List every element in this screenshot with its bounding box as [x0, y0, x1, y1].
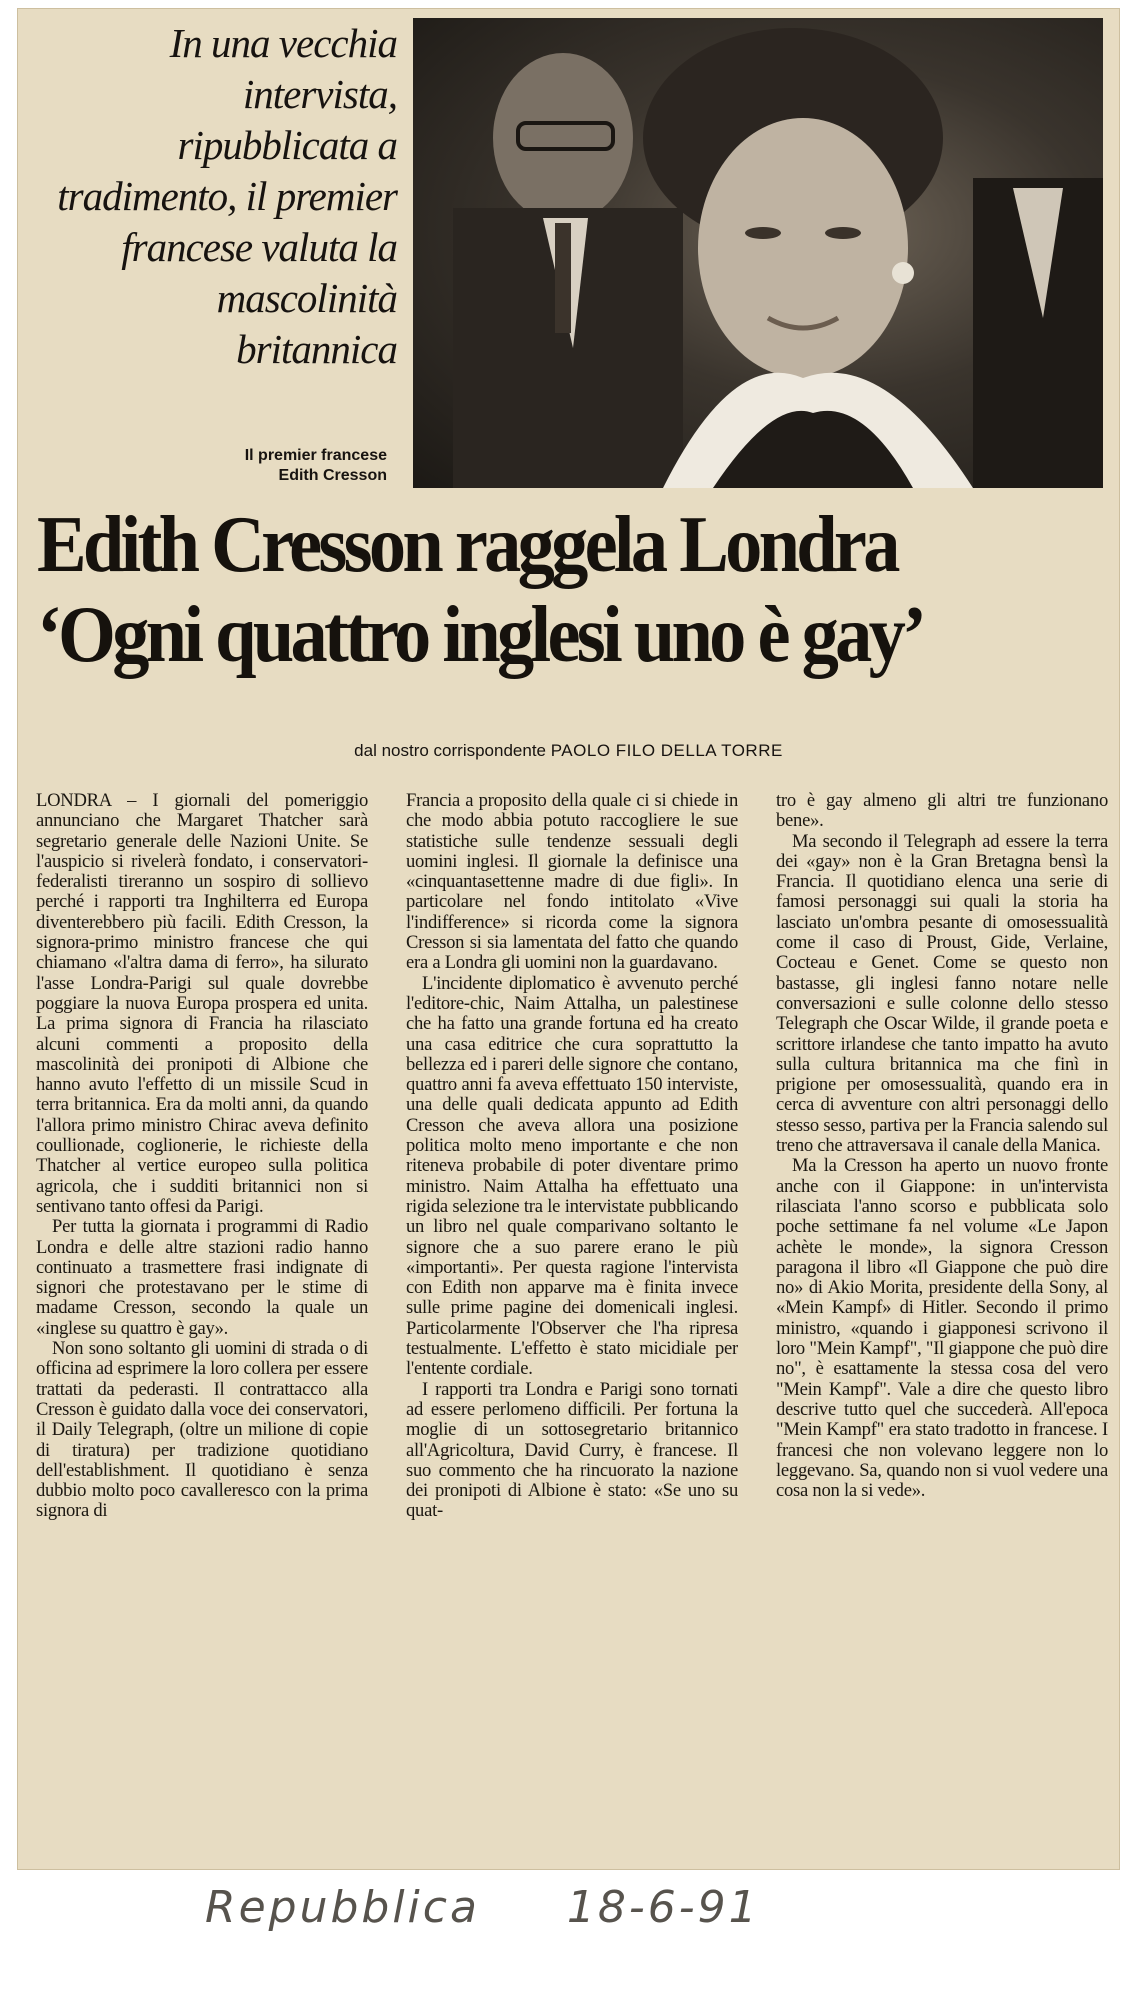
article-paragraph: Per tutta la giornata i programmi di Radio Londra e delle altre stazioni radio hanno continuato a trasmettere frasi indignate di signori che protestavano per le stime di madame Cresson, secondo la quale un «inglese su quattro è gay». — [36, 1216, 368, 1339]
byline-prefix: dal nostro corrispondente — [354, 741, 546, 760]
handwritten-date: 18-6-91 — [566, 1882, 760, 1933]
woman-eye-right — [825, 227, 861, 239]
article-column-2 — [406, 791, 738, 1861]
photo-caption-line-1: Il premier francese — [244, 447, 387, 464]
article-paragraph: Ma secondo il Telegraph ad essere la terra dei «gay» non è la Gran Bretagna bensì la Francia. Il quotidiano elenca una serie di famosi personaggi sui quali la storia ha lasciato un'ombra pesante di omosessualità come il caso di Proust, Gide, Verlaine, Cocteau e Genet. Come se questo non bastasse, gli inglesi fanno notare nelle conversazioni e sulle colonne dello stesso Telegraph che Oscar Wilde, il grande poeta e scrittore irlandese che tanto impatto ha avuto sulla cultura britannica ma che finì in prigione per omosessualità, quando era in cerca di avventure con altri personaggi dello stesso sesso, partiva per la Francia salendo sul treno che attraversava il canale della Manica. — [776, 830, 1108, 1157]
article-paragraph: tro è gay almeno gli altri tre funzionano bene». — [776, 791, 1108, 832]
woman-eye-left — [745, 227, 781, 239]
background-man-tie — [555, 223, 571, 333]
headline — [37, 500, 1120, 680]
article-column-1 — [36, 791, 368, 1861]
article-paragraph: L'incidente diplomatico è avvenuto perché l'editore-chic, Naim Attalha, un palestinese che ha fatto una grande fortuna ed ha creato una casa editrice che cura soprattutto la bellezza ed i pareri delle signore che contano, quattro anni fa aveva effettuato 150 interviste, una delle quali dedicata appunto ad Edith Cresson che aveva allora una posizione politica molto meno importante e che non riteneva probabile di poter diventare primo ministro. Naim Attalha ha effettuato una rigida selezione tra le intervistate pubblicando un libro nel quale comparivano soltanto le signore che a suo parere erano le più «importanti». Per questa ragione l'intervista con Edith non apparve ma è finita invece sulle prime pagine dei domenicali inglesi. Particolarmente l'Observer che l'ha ripresa testualmente. L'effetto è stato micidiale per l'entente cordiale. — [406, 972, 738, 1380]
article-paragraph: Ma la Cresson ha aperto un nuovo fronte anche con il Giappone: in un'intervista rilasciata l'anno scorso e pubblicata solo poche settimane fa nel volume «Le Japon achète le monde», la signora Cresson paragona il libro «Il Giappone che può dire no» di Akio Morita, presidente della Sony, al «Mein Kampf» di Hitler. Secondo il primo ministro, «quando i giapponesi scrivono il loro "Mein Kampf", "Il giappone che può dire no", è esattamente la stessa cosa del vero "Mein Kampf". Vale a dire che questo libro descrive tutto quel che succederà. All'epoca "Mein Kampf" era stato tradotto in francese. I francesi che non volevano leggere non lo leggevano. Sa, quando non si vuol vedere una cosa non la si vede». — [776, 1155, 1108, 1502]
photo-illustration — [413, 18, 1103, 488]
woman-face — [698, 118, 908, 378]
news-photo — [413, 18, 1103, 488]
byline — [17, 741, 1120, 761]
article-column-3 — [776, 791, 1108, 1861]
handwritten-source: Repubblica — [205, 1882, 480, 1933]
article-paragraph: LONDRA – I giornali del pomeriggio annunciano che Margaret Thatcher sarà segretario generale delle Nazioni Unite. Se l'auspicio si rivelerà fondato, i conservatori-federalisti tireranno un sospiro di sollievo perché i rapporti tra Inghilterra ed Europa diventerebbero più facili. Edith Cresson, la signora-primo ministro francese che qui chiamano «l'altra dama di ferro», ha silurato l'asse Londra-Parigi sul quale dovrebbe poggiare la nuova Europa prospera ed unita. La prima signora di Francia ha rilasciato alcuni commenti a proposito della mascolinità dei pronipoti di Albione che hanno avuto l'effetto di un missile Scud in terra britannica. Era da molti anni, da quando l'allora primo ministro Chirac aveva definito coullionade, coglionerie, le richieste della Thatcher al vertice europeo sulla politica agricola, che i sudditi britannici non si sentivano tanto offesi da Parigi. — [36, 791, 368, 1217]
kicker-text: In una vecchia intervista, ripubblicata a tradimento, il premier francese valuta la mascolinità britannica — [57, 20, 397, 372]
headline-line-2: ‘Ogni quattro inglesi uno è gay’ — [37, 591, 924, 679]
article-paragraph: I rapporti tra Londra e Parigi sono tornati ad essere perlomeno difficili. Per fortuna la moglie di un sottosegretario britannico all'Agricoltura, David Curry, è francese. Il suo commento che ha rincuorato la nazione dei pronipoti di Albione è stato: «Se uno su quat- — [406, 1378, 738, 1522]
byline-author: PAOLO FILO DELLA TORRE — [550, 741, 783, 760]
photo-caption-line-2: Edith Cresson — [278, 467, 387, 484]
headline-line-1: Edith Cresson raggela Londra — [37, 501, 897, 589]
newspaper-clipping — [17, 8, 1120, 1870]
article-paragraph: Francia a proposito della quale ci si chiede in che modo abbia potuto raccogliere le sue statistiche sulle tendenze sessuali degli uomini inglesi. Il giornale la definisce una «cinquantasettenne madre di due figli». In particolare nel fondo intitolato «Vive l'indifference» si ricorda come la signora Cresson si sia lamentata del fatto che quando era a Londra gli uomini non la guardavano. — [406, 791, 738, 974]
earring — [892, 262, 914, 284]
handwritten-annotation — [205, 1882, 905, 1972]
photo-caption — [137, 446, 387, 486]
article-paragraph: Non sono soltanto gli uomini di strada o di officina ad esprimere la loro collera per essere trattati da pederasti. Il contrattacco alla Cresson è guidato dalla voce dei conservatori, il Daily Telegraph, (oltre un milione di copie di tiratura) per tradizione quotidiano dell'establishment. Il quotidiano è senza dubbio molto poco cavalleresco con la prima signora di — [36, 1338, 368, 1522]
